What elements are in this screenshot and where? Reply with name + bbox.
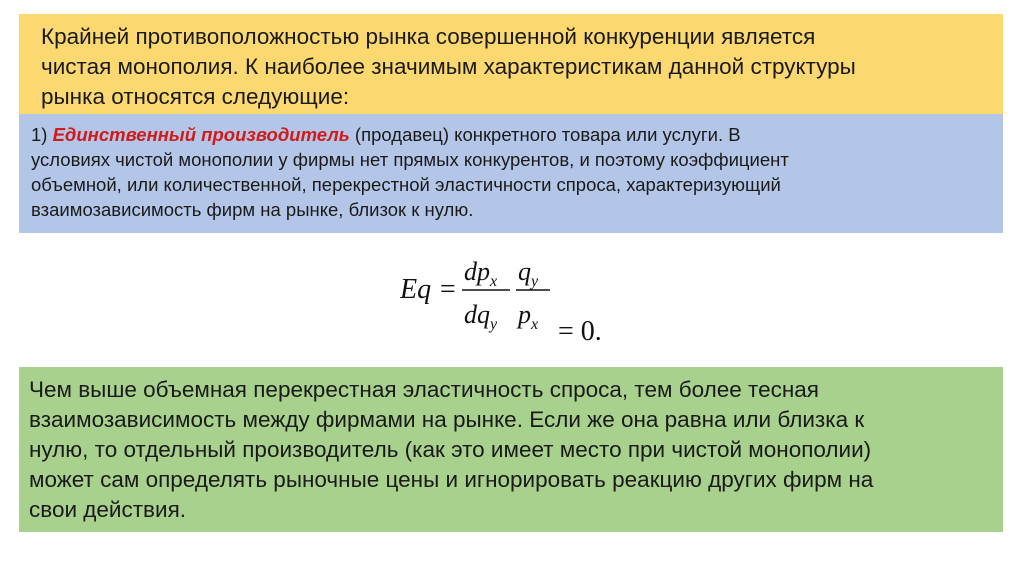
formula-num2: $q_y$ [518,257,539,290]
point-line [31,122,1003,147]
conclusion-line: может сам определять рыночные цены и игнорировать реакцию других фирм на [29,467,874,492]
highlight-term: Единственный производитель [52,124,350,145]
formula-num1: $dp_x$ [464,257,498,290]
formula-lhs: Eq = [400,274,457,305]
point-one-block [19,114,1003,233]
point-line-rest: (продавец) конкретного товара или услуги. В [349,124,741,145]
point-number: 1) [31,124,53,145]
conclusion-line: свои действия. [29,497,187,522]
intro-line: Крайней противоположностью рынка совершенной конкуренции является [41,24,816,49]
intro-text-block [19,14,1003,114]
point-line: объемной, или количественной, перекрестной эластичности спроса, характеризующий [31,174,781,195]
point-line: взаимозависимость фирм на рынке, близок к нулю. [31,199,474,220]
conclusion-line: нулю, то отдельный производитель (как это имеет место при чистой монополии) [29,437,872,462]
elasticity-formula [400,250,640,345]
conclusion-line: Чем выше объемная перекрестная эластичность спроса, тем более тесная [29,377,819,402]
formula-rhs: = 0. [558,316,602,345]
intro-line: рынка относятся следующие: [41,84,350,109]
intro-line: чистая монополия. К наиболее значимым характеристикам данной структуры [41,54,856,79]
conclusion-line: взаимозависимость между фирмами на рынке. Если же она равна или близка к [29,407,865,432]
point-line: условиях чистой монополии у фирмы нет прямых конкурентов, и поэтому коэффициент [31,149,789,170]
formula-den2: $p_x$ [518,300,539,333]
conclusion-text-block [19,367,1003,532]
formula-den1: $dq_y$ [464,300,498,333]
